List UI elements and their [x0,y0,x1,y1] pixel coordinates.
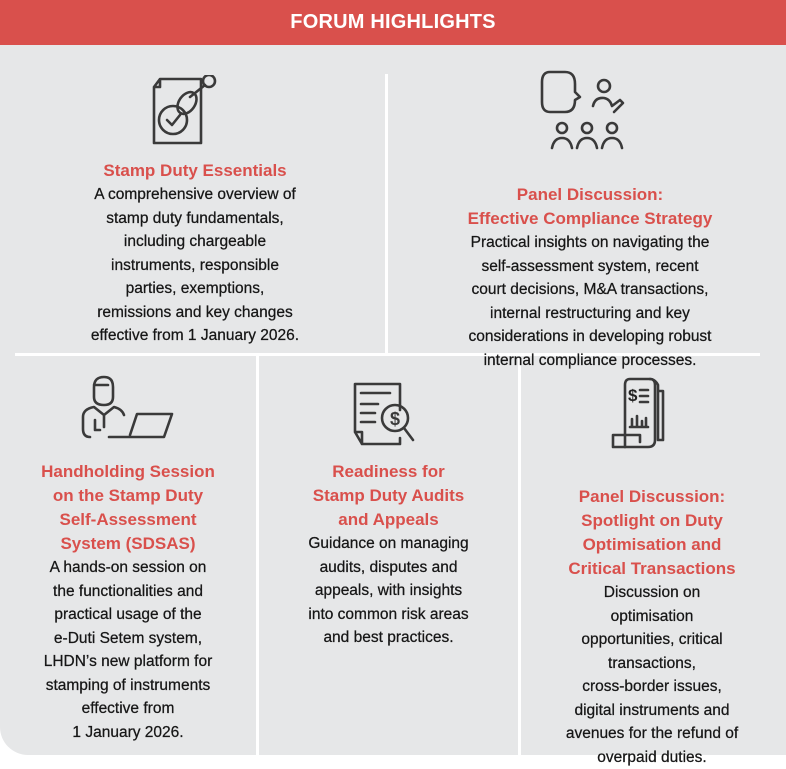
session-description: the functionalities and [0,580,256,604]
session-description: opportunities, critical [521,628,783,652]
session-title: System (SDSAS) [0,532,256,556]
session-title: on the Stamp Duty [0,484,256,508]
stamp-document-icon [150,75,230,155]
divider [385,74,388,356]
session-description: LHDN’s new platform for [0,650,256,674]
session-handholding-sdsas [0,460,256,744]
session-title: Panel Discussion: [400,183,780,207]
session-description: parties, exemptions, [15,277,375,301]
session-title: Stamp Duty Audits [259,484,518,508]
session-audits-appeals [259,460,518,650]
session-title: Self-Assessment [0,508,256,532]
person-laptop-icon [80,375,180,450]
session-description: stamping of instruments [0,674,256,698]
session-description: self-assessment system, recent [400,255,780,279]
session-description: effective from 1 January 2026. [15,324,375,348]
session-description: 1 January 2026. [0,721,256,745]
page-title: FORUM HIGHLIGHTS [0,0,786,45]
session-stamp-duty-essentials [15,159,375,348]
session-description: optimisation [521,605,783,629]
session-description: cross-border issues, [521,675,783,699]
session-description: including chargeable [15,230,375,254]
session-description: Guidance on managing [259,532,518,556]
session-title: Panel Discussion: [521,485,783,509]
session-title: Stamp Duty Essentials [15,159,375,183]
session-description: remissions and key changes [15,301,375,325]
session-description: audits, disputes and [259,556,518,580]
session-description: appeals, with insights [259,579,518,603]
session-panel-duty-optimisation [521,485,783,769]
session-title: Critical Transactions [521,557,783,581]
audit-magnifier-icon [350,380,430,455]
session-description: internal compliance processes. [400,349,780,373]
session-description: digital instruments and [521,699,783,723]
session-description: court decisions, M&A transactions, [400,278,780,302]
session-description: Discussion on [521,581,783,605]
session-description: internal restructuring and key [400,302,780,326]
session-description: Practical insights on navigating the [400,231,780,255]
session-description: considerations in developing robust [400,325,780,349]
session-panel-compliance [400,183,780,372]
panel-discussion-icon [540,70,640,157]
session-description: avenues for the refund of [521,722,783,746]
session-description: instruments, responsible [15,254,375,278]
session-description: stamp duty fundamentals, [15,207,375,231]
session-description: A hands-on session on [0,556,256,580]
session-description: A comprehensive overview of [15,183,375,207]
session-title: and Appeals [259,508,518,532]
session-description: e-Duti Setem system, [0,627,256,651]
session-description: and best practices. [259,626,518,650]
session-description: transactions, [521,652,783,676]
session-description: overpaid duties. [521,746,783,769]
session-description: practical usage of the [0,603,256,627]
financial-scroll-icon [610,377,685,454]
svg-text:$: $ [628,386,638,405]
svg-text:$: $ [390,409,400,429]
session-title: Optimisation and [521,533,783,557]
session-title: Spotlight on Duty [521,509,783,533]
session-title: Readiness for [259,460,518,484]
session-title: Effective Compliance Strategy [400,207,780,231]
session-title: Handholding Session [0,460,256,484]
session-description: into common risk areas [259,603,518,627]
session-description: effective from [0,697,256,721]
